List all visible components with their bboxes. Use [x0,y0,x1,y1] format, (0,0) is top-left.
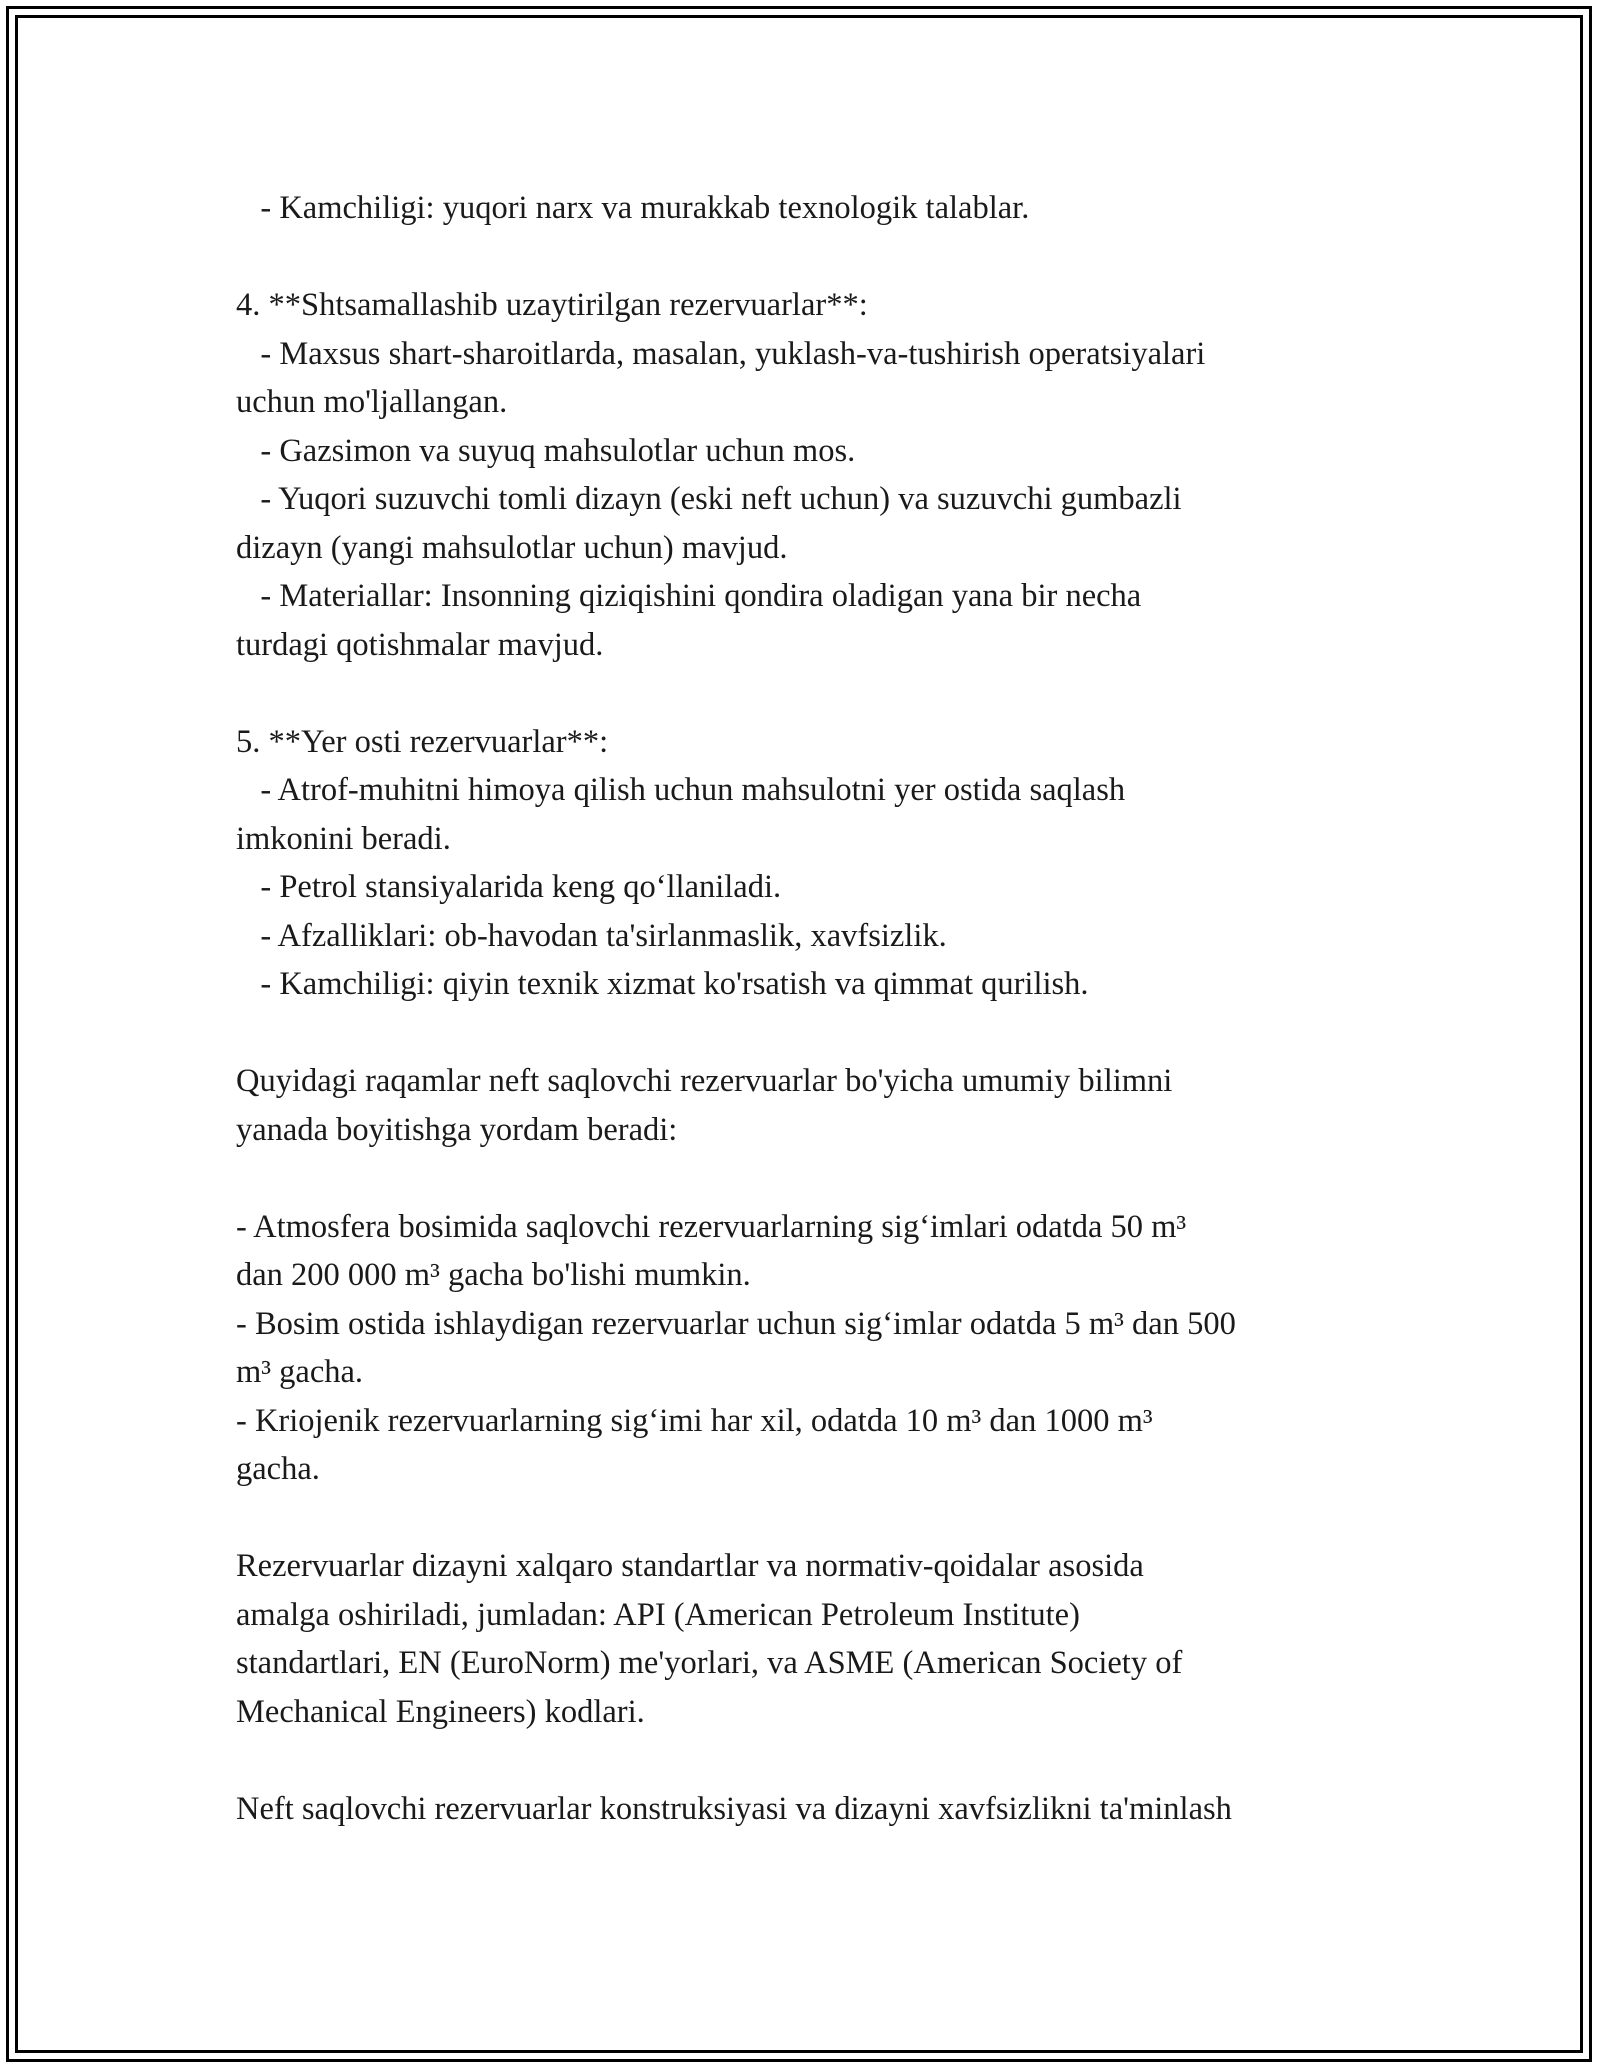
text-line: - Kamchiligi: qiyin texnik xizmat ko'rsatish va qimmat qurilish. [236,966,1089,1002]
blank-line [236,1736,1396,1785]
text-line: standartlari, EN (EuroNorm) me'yorlari, va ASME (American Society of [236,1645,1183,1681]
text-line: - Atrof-muhitni himoya qilish uchun mahsulotni yer ostida saqlash [236,772,1126,808]
blank-line [236,1154,1396,1203]
blank-line [236,233,1396,282]
text-line: - Atmosfera bosimida saqlovchi rezervuarlarning sig‘imlari odatda 50 m³ [236,1208,1187,1245]
text-line: amalga oshiriladi, jumladan: API (American Petroleum Institute) [236,1596,1080,1633]
text-line: Neft saqlovchi rezervuarlar konstruksiyasi va dizayni xavfsizlikni ta'minlash [236,1790,1232,1827]
text-line: - Bosim ostida ishlaydigan rezervuarlar uchun sig‘imlar odatda 5 m³ dan 500 [236,1305,1236,1342]
text-line: gacha. [236,1451,320,1487]
text-line: Mechanical Engineers) kodlari. [236,1693,645,1730]
text-line: uchun mo'ljallangan. [236,384,508,420]
text-line: yanada boyitishga yordam beradi: [236,1111,678,1148]
text-line: - Afzalliklari: ob-havodan ta'sirlanmaslik, xavfsizlik. [236,917,947,954]
text-line: - Kriojenik rezervuarlarning sig‘imi har xil, odatda 10 m³ dan 1000 m³ [236,1402,1153,1439]
text-line: - Materiallar: Insonning qiziqishini qondira oladigan yana bir necha [236,578,1142,614]
text-line: Rezervuarlar dizayni xalqaro standartlar va normativ-qoidalar asosida [236,1548,1144,1584]
document-body [236,184,1396,1833]
text-line: - Kamchiligi: yuqori narx va murakkab texnologik talablar. [236,190,1030,226]
text-line: dan 200 000 m³ gacha bo'lishi mumkin. [236,1257,751,1293]
text-line: - Petrol stansiyalarida keng qo‘llaniladi. [236,869,782,905]
text-line: dizayn (yangi mahsulotlar uchun) mavjud. [236,529,788,566]
blank-line [236,1009,1396,1058]
text-line: m³ gacha. [236,1354,364,1390]
text-line: - Yuqori suzuvchi tomli dizayn (eski neft uchun) va suzuvchi gumbazli [236,481,1182,517]
text-line: - Maxsus shart-sharoitlarda, masalan, yuklash-va-tushirish operatsiyalari [236,335,1206,372]
text-line: imkonini beradi. [236,820,451,857]
text-line: - Gazsimon va suyuq mahsulotlar uchun mos. [236,432,856,469]
text-line: Quyidagi raqamlar neft saqlovchi rezervuarlar bo'yicha umumiy bilimni [236,1063,1173,1099]
blank-line [236,1494,1396,1543]
blank-line [236,669,1396,718]
text-line: 4. **Shtsamallashib uzaytirilgan rezervuarlar**: [236,287,868,323]
text-line: 5. **Yer osti rezervuarlar**: [236,723,609,760]
text-line: turdagi qotishmalar mavjud. [236,626,604,663]
